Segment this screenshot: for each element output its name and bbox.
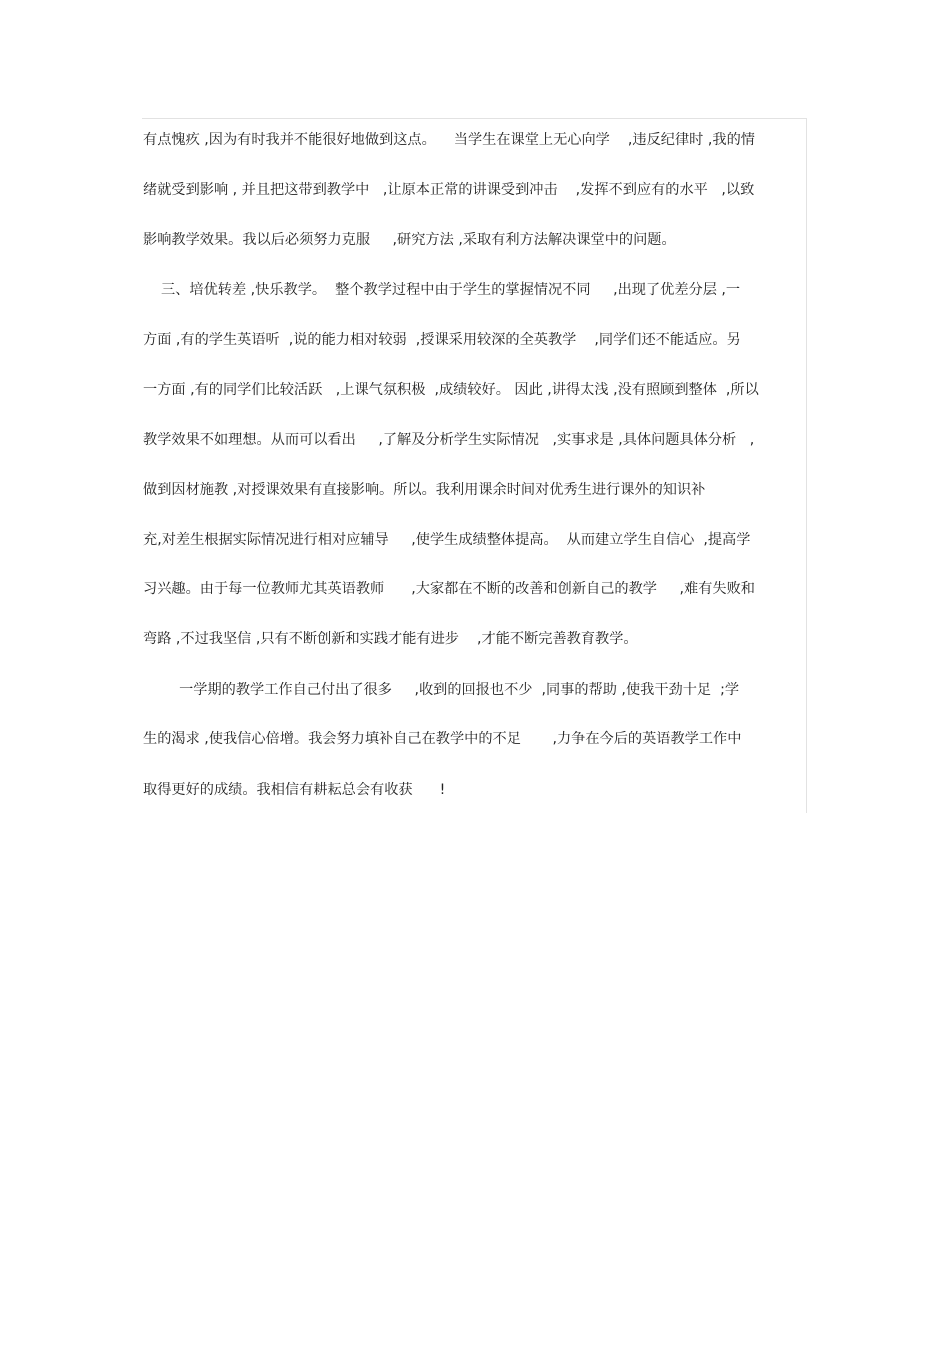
text-line: 绪就受到影响 , 并且把这带到教学中 ,让原本正常的讲课受到冲击 ,发挥不到应有的水平 ,以致 xyxy=(143,182,755,198)
text-line: 有点愧疚 ,因为有时我并不能很好地做到这点。 当学生在课堂上无心向学 ,违反纪律时 ,我的情 xyxy=(143,132,755,148)
text-line: 生的渴求 ,使我信心倍增。我会努力填补自己在教学中的不足 ,力争在今后的英语教学工作中 xyxy=(143,731,742,747)
text-line: 做到因材施教 ,对授课效果有直接影响。所以。我利用课余时间对优秀生进行课外的知识补 xyxy=(143,482,706,498)
text-line: 三、培优转差 ,快乐教学。 整个教学过程中由于学生的掌握情况不同 ,出现了优差分层 ,一 xyxy=(143,282,741,298)
text-line: 教学效果不如理想。从而可以看出 ,了解及分析学生实际情况 ,实事求是 ,具体问题具体分析 , xyxy=(143,432,755,448)
text-line: 一学期的教学工作自己付出了很多 ,收到的回报也不少 ,同事的帮助 ,使我干劲十足 ;学 xyxy=(143,682,740,698)
text-line: 影响教学效果。我以后必须努力克服 ,研究方法 ,采取有利方法解决课堂中的问题。 xyxy=(143,232,676,248)
text-line: 弯路 ,不过我坚信 ,只有不断创新和实践才能有进步 ,才能不断完善教育教学。 xyxy=(143,631,638,647)
text-line: 习兴趣。由于每一位教师尤其英语教师 ,大家都在不断的改善和创新自己的教学 ,难有失败和 xyxy=(143,581,755,597)
page-frame-border xyxy=(142,118,807,813)
text-line: 取得更好的成绩。我相信有耕耘总会有收获 ! xyxy=(143,782,446,798)
text-line: 一方面 ,有的同学们比较活跃 ,上课气氛积极 ,成绩较好。 因此 ,讲得太浅 ,没有照顾到整体 ,所以 xyxy=(143,382,759,398)
text-line: 充,对差生根据实际情况进行相对应辅导 ,使学生成绩整体提高。 从而建立学生自信心 ,提高学 xyxy=(143,532,751,548)
text-line: 方面 ,有的学生英语听 ,说的能力相对较弱 ,授课采用较深的全英教学 ,同学们还不能适应。另 xyxy=(143,332,741,348)
